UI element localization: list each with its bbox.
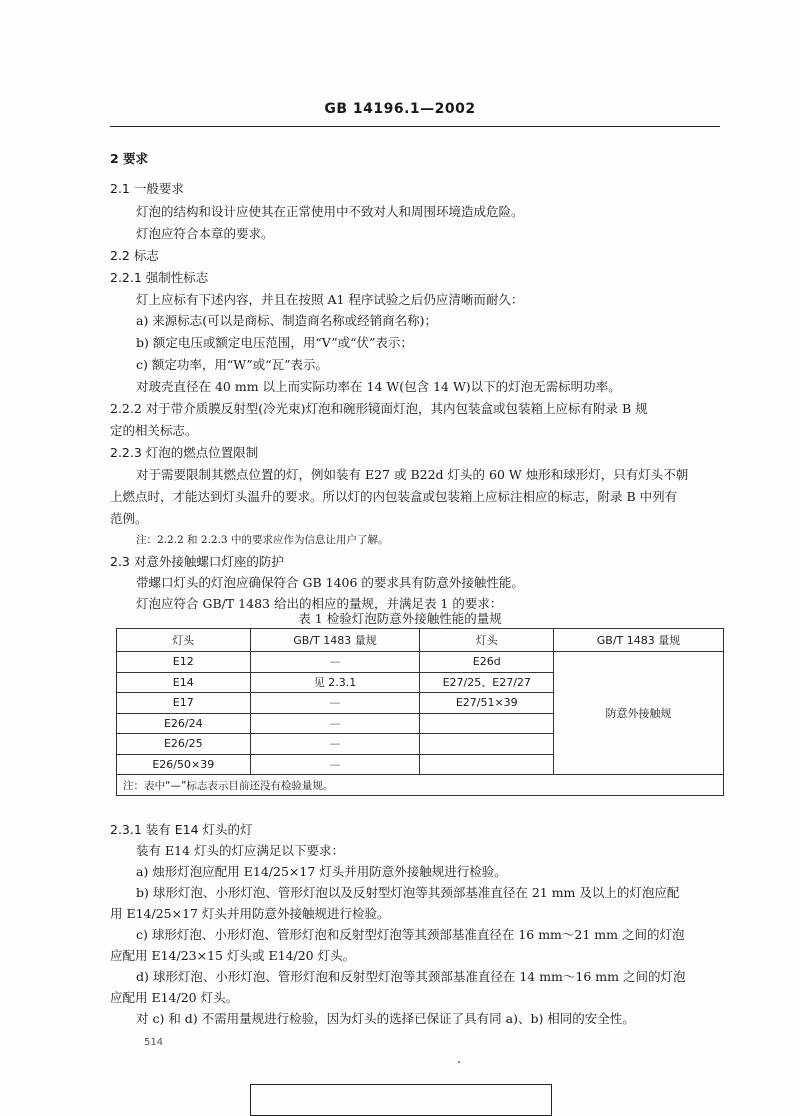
section-2-1-para-2: 灯泡应符合本章的要求。 bbox=[136, 226, 274, 241]
table-cell bbox=[420, 754, 554, 775]
table-cell: E14 bbox=[117, 672, 251, 693]
page-number: 514 bbox=[144, 1037, 164, 1048]
section-2-3-1-para-1: 装有 E14 灯头的灯应满足以下要求： bbox=[136, 843, 344, 858]
section-2-2-1-item-c: c) 额定功率，用“W”或“瓦”表示。 bbox=[136, 357, 328, 372]
section-2-2-note: 注：2.2.2 和 2.2.3 中的要求应作为信息让用户了解。 bbox=[136, 534, 389, 546]
table-merged-cell: 防意外接触规 bbox=[554, 652, 724, 775]
section-2-3-heading: 2.3 对意外接触螺口灯座的防护 bbox=[110, 554, 284, 569]
footer-box bbox=[250, 1084, 552, 1116]
section-2-2-1-heading: 2.2.1 强制性标志 bbox=[110, 270, 209, 285]
table-cell bbox=[420, 713, 554, 734]
section-2-2-3-line-2: 上燃点时，才能达到灯头温升的要求。所以灯的内包装盒或包装箱上应标注相应的标志，附录 B 中列有 bbox=[110, 489, 678, 504]
section-2-3-1-para-2: 对 c) 和 d) 不需用量规进行检验，因为灯头的选择已保证了具有同 a)、b) 相同的安全性。 bbox=[136, 1011, 635, 1026]
section-2-3-1-item-a: a) 烛形灯泡应配用 E14/25×17 灯头并用防意外接触规进行检验。 bbox=[136, 864, 507, 879]
section-2-3-para-2: 灯泡应符合 GB/T 1483 给出的相应的量规，并满足表 1 的要求： bbox=[136, 596, 503, 611]
table-row bbox=[117, 652, 724, 673]
table-cell: E17 bbox=[117, 693, 251, 714]
table-header-cell: 灯头 bbox=[117, 629, 251, 652]
section-2-2-1-item-b: b) 额定电压或额定电压范围，用“V”或“伏”表示； bbox=[136, 335, 413, 350]
table-cell: — bbox=[250, 713, 420, 734]
table-note: 注：表中“—”标志表示目前还没有检验量规。 bbox=[117, 775, 724, 796]
table-header-cell: GB/T 1483 量规 bbox=[250, 629, 420, 652]
section-2-heading: 2 要求 bbox=[110, 151, 149, 166]
table-1-caption: 表 1 检验灯泡防意外接触性能的量规 bbox=[298, 611, 502, 626]
section-2-2-heading: 2.2 标志 bbox=[110, 248, 159, 263]
section-2-2-3-line-1: 对于需要限制其燃点位置的灯，例如装有 E27 或 B22d 灯头的 60 W 烛形和球形灯，只有灯头不朝 bbox=[136, 467, 689, 482]
table-cell: E12 bbox=[117, 652, 251, 673]
table-cell: — bbox=[250, 734, 420, 755]
table-cell: 见 2.3.1 bbox=[250, 672, 420, 693]
section-2-2-1-para-2: 对玻壳直径在 40 mm 以上而实际功率在 14 W(包含 14 W)以下的灯泡无需标明功率。 bbox=[136, 379, 621, 394]
table-cell: — bbox=[250, 652, 420, 673]
table-cell: E26/50×39 bbox=[117, 754, 251, 775]
section-2-2-1-item-a: a) 来源标志(可以是商标、制造商名称或经销商名称)； bbox=[136, 313, 438, 328]
section-2-1-heading: 2.1 一般要求 bbox=[110, 181, 184, 196]
scan-speck bbox=[458, 1061, 460, 1063]
table-cell: E26d bbox=[420, 652, 554, 673]
section-2-1-para-1: 灯泡的结构和设计应使其在正常使用中不致对人和周围环境造成危险。 bbox=[136, 204, 524, 219]
header-rule bbox=[110, 126, 720, 127]
table-cell: — bbox=[250, 693, 420, 714]
section-2-3-1-item-b-line-1: b) 球形灯泡、小形灯泡、管形灯泡以及反射型灯泡等其颈部基准直径在 21 mm 及以上的灯泡应配 bbox=[136, 885, 680, 900]
section-2-2-1-para-1: 灯上应标有下述内容，并且在按照 A1 程序试验之后仍应清晰而耐久： bbox=[136, 292, 524, 307]
section-2-2-2-line-1: 2.2.2 对于带介质膜反射型(冷光束)灯泡和碗形镜面灯泡，其内包装盒或包装箱上应标有附录 B 规 bbox=[110, 401, 648, 416]
section-2-3-1-item-c-line-2: 应配用 E14/23×15 灯头或 E14/20 灯头。 bbox=[110, 948, 356, 963]
section-2-3-1-item-b-line-2: 用 E14/25×17 灯头并用防意外接触规进行检验。 bbox=[110, 906, 390, 921]
table-cell: — bbox=[250, 754, 420, 775]
table-note-row bbox=[117, 775, 724, 796]
standard-number-header: GB 14196.1—2002 bbox=[324, 101, 476, 117]
section-2-3-1-heading: 2.3.1 装有 E14 灯头的灯 bbox=[110, 822, 253, 837]
table-cell: E27/51×39 bbox=[420, 693, 554, 714]
section-2-2-3-heading: 2.2.3 灯泡的燃点位置限制 bbox=[110, 445, 259, 460]
table-header-cell: GB/T 1483 量规 bbox=[554, 629, 724, 652]
section-2-3-1-item-d-line-1: d) 球形灯泡、小形灯泡、管形灯泡和反射型灯泡等其颈部基准直径在 14 mm～16 mm 之间的灯泡 bbox=[136, 969, 686, 984]
section-2-3-1-item-c-line-1: c) 球形灯泡、小形灯泡、管形灯泡和反射型灯泡等其颈部基准直径在 16 mm～21 mm 之间的灯泡 bbox=[136, 927, 685, 942]
table-cell: E27/25、E27/27 bbox=[420, 672, 554, 693]
section-2-2-3-line-3: 范例。 bbox=[110, 511, 148, 526]
table-header-row bbox=[117, 629, 724, 652]
table-1 bbox=[116, 628, 724, 796]
section-2-3-1-item-d-line-2: 应配用 E14/20 灯头。 bbox=[110, 990, 239, 1005]
table-cell bbox=[420, 734, 554, 755]
section-2-3-para-1: 带螺口灯头的灯泡应确保符合 GB 1406 的要求具有防意外接触性能。 bbox=[136, 575, 524, 590]
table-cell: E26/25 bbox=[117, 734, 251, 755]
table-header-cell: 灯头 bbox=[420, 629, 554, 652]
table-cell: E26/24 bbox=[117, 713, 251, 734]
section-2-2-2-line-2: 定的相关标志。 bbox=[110, 423, 198, 438]
